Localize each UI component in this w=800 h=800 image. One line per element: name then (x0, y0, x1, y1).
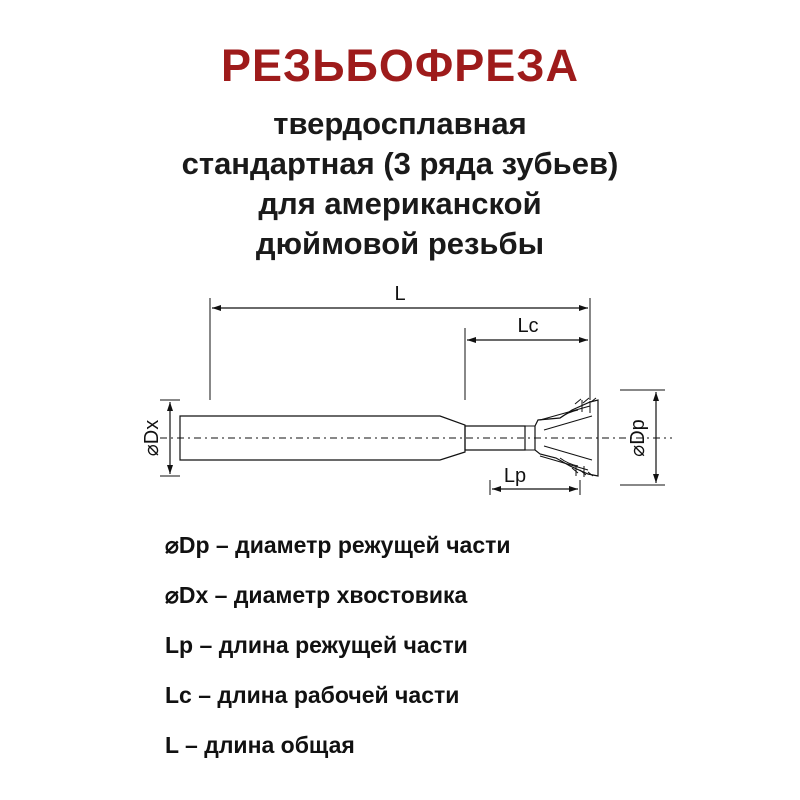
legend-list (0, 520, 800, 770)
legend-dash-dx: – (214, 582, 228, 608)
subtitle-line-4: дюймовой резьбы (255, 226, 545, 261)
dimension-total-length (212, 283, 588, 308)
legend-symbol-lc: Lc (165, 682, 192, 708)
subtitle-line-2: стандартная (3 ряда зубьев) (181, 146, 619, 181)
legend-text-dp: диаметр режущей части (235, 532, 511, 558)
dimension-cutting-length (492, 465, 578, 489)
legend-text-dx: диаметр хвостовика (233, 582, 468, 608)
legend-text-l: длина общая (204, 732, 355, 758)
legend-dash-lc: – (198, 682, 212, 708)
legend-symbol-lp: Lp (165, 632, 194, 658)
extension-lines (160, 298, 665, 495)
label-total-length: L (394, 283, 406, 305)
page-subtitle (0, 104, 800, 264)
legend-dash-dp: – (215, 532, 229, 558)
label-working-length: Lc (517, 315, 539, 337)
legend-dash-l: – (185, 732, 198, 758)
legend-text-lp: длина режущей части (218, 632, 468, 658)
legend-symbol-l: L (165, 732, 179, 758)
legend-item-dp (0, 520, 800, 570)
legend-symbol-dx: ⌀Dx (165, 582, 209, 608)
legend-item-l (0, 720, 800, 770)
dimension-working-length (467, 315, 588, 340)
legend-item-dx (0, 570, 800, 620)
tool-technical-drawing (120, 280, 680, 510)
label-shank-diameter: ⌀Dx (141, 419, 163, 457)
legend-item-lp (0, 620, 800, 670)
page-title: РЕЗЬБОФРЕЗА (220, 40, 580, 91)
drawing-svg (120, 280, 680, 510)
legend-text-lc: длина рабочей части (217, 682, 460, 708)
legend-symbol-dp: ⌀Dp (165, 532, 210, 558)
label-cutting-diameter: ⌀Dp (627, 419, 649, 457)
label-cutting-length: Lp (503, 465, 527, 487)
subtitle-line-3: для американской (258, 186, 542, 221)
legend-item-lc (0, 670, 800, 720)
subtitle-line-1: твердосплавная (273, 106, 527, 141)
legend-dash-lp: – (199, 632, 213, 658)
